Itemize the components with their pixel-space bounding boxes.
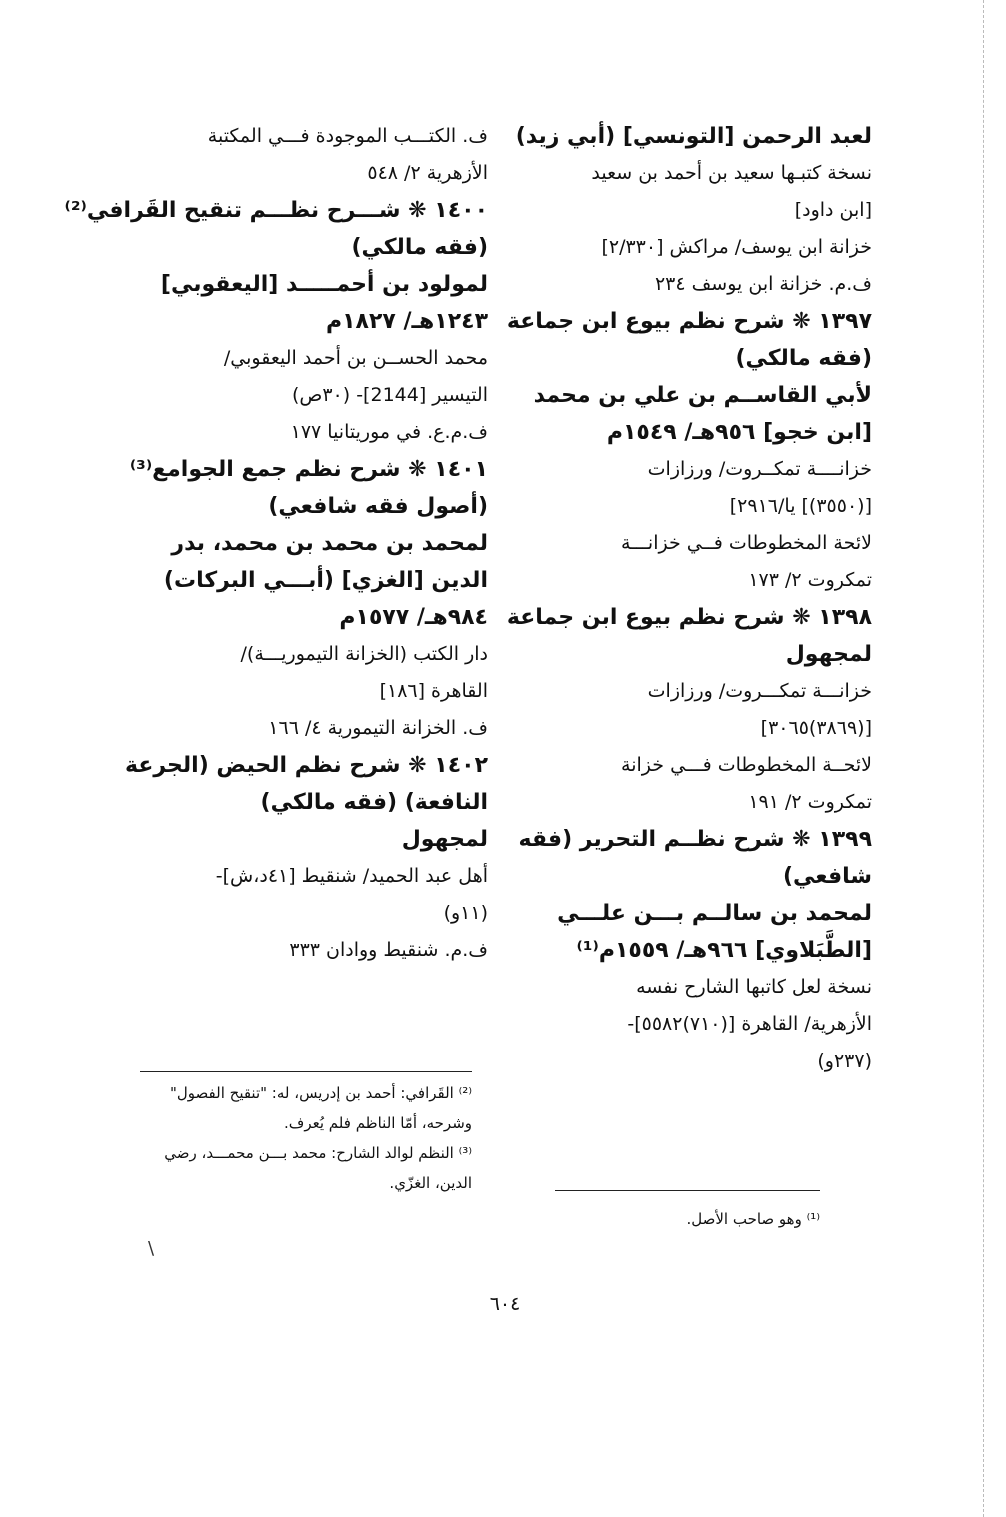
footnote-line: الدين، الغزّي.	[389, 1174, 472, 1192]
text-line: ٩٨٤هـ/ ١٥٧٧م	[339, 605, 488, 630]
text-line: لمحمد بن محمد بن محمد، بدر	[171, 531, 488, 556]
text-line: لأبي القاســم بن علي بن محمد	[533, 383, 872, 408]
text-line: ف.م. شنقيط ووادان ٣٣٣	[289, 939, 488, 961]
text-line: ١٢٤٣هـ/ ١٨٢٧م	[325, 309, 488, 334]
text-line: خزانة ابن يوسف/ مراكش [٢/٣٣٠]	[601, 236, 872, 258]
text-line: لائحة المخطوطات فــي خزانـــة	[621, 532, 872, 554]
text-line: الأزهرية ٢/ ٥٤٨	[367, 162, 488, 184]
text-line: [الطَّبَلاوي] ٩٦٦هـ/ ١٥٥٩م⁽¹⁾	[576, 938, 872, 963]
footnotes-right	[555, 1204, 820, 1234]
footnotes-left	[140, 1078, 472, 1198]
text-line: (أصول فقه شافعي)	[268, 494, 488, 519]
text-line: لمجهول	[785, 642, 872, 667]
entry-heading: ١٤٠٠ ❋ شـــرح نظـــم تنقيح القَرافي⁽²⁾	[64, 198, 488, 223]
entry-heading: ١٣٩٨ ❋ شرح نظم بيوع ابن جماعة	[506, 605, 872, 630]
text-line: الأزهرية/ القاهرة [(٧١٠)٥٥٨٢]-	[627, 1013, 872, 1035]
page-number: ٦٠٤	[489, 1293, 521, 1315]
entry-heading: ١٣٩٧ ❋ شرح نظم بيوع ابن جماعة	[506, 309, 872, 334]
text-line: لمحمد بن سالــم بـــن علـــي	[557, 901, 872, 926]
text-line: خزانـــة تمكـــروت/ ورزازات	[647, 680, 872, 702]
text-line: خزانــــة تمكــروت/ ورزازات	[647, 458, 872, 480]
text-line: [(٣٨٦٩)٣٠٦٥]	[760, 717, 872, 739]
text-line: تمكروت ٢/ ١٩١	[748, 791, 872, 813]
text-line: النافعة) (فقه مالكي)	[260, 790, 488, 815]
text-line: لمولود بن أحمـــــد [اليعقوبي]	[160, 272, 488, 297]
text-line: (فقه مالكي)	[351, 235, 488, 260]
text-line: [ابن خجو] ٩٥٦هـ/ ١٥٤٩م	[606, 420, 872, 445]
entry-heading: ١٤٠١ ❋ شرح نظم جمع الجوامع⁽³⁾	[129, 457, 488, 482]
text-line: (٢٣٧و)	[817, 1050, 872, 1072]
text-line: نسخة لعل كاتبها الشارح نفسه	[636, 976, 872, 998]
text-line: [(٣٥٥٠)] يا/٢٩١٦]	[729, 495, 872, 517]
text-line: لائحــة المخطوطات فـــي خزانة	[621, 754, 872, 776]
text-line: [ابن داود]	[794, 199, 872, 221]
footnote-line: ⁽³⁾ النظم لوالد الشارح: محمد بـــن محمـــد، رضي	[164, 1144, 472, 1162]
entry-heading: ١٣٩٩ ❋ شرح نظــم التحرير (فقه	[518, 827, 872, 852]
text-line: التيسير [2144]- (٣٠ص)	[291, 384, 488, 406]
text-line: الدين [الغزي] (أبـــي البركات)	[163, 568, 488, 593]
left-column	[64, 118, 488, 969]
text-line: (فقه مالكي)	[735, 346, 872, 371]
text-line: تمكروت ٢/ ١٧٣	[748, 569, 872, 591]
text-line: شافعي)	[782, 864, 872, 889]
text-line: (١١و)	[443, 902, 488, 924]
stray-mark: \	[148, 1238, 155, 1259]
text-line: نسخة كتبـها سعيد بن أحمد بن سعيد	[591, 162, 872, 184]
text-line: لعبد الرحمن [التونسي] (أبي زيد)	[515, 124, 872, 149]
text-line: ف.م.ع. في موريتانيا ١٧٧	[290, 421, 488, 443]
text-line: القاهرة [١٨٦]	[379, 680, 488, 702]
text-line: أهل عبد الحميد/ شنقيط [٤١د،ش]-	[215, 865, 488, 887]
text-line: دار الكتب (الخزانة التيموريـــة)/	[240, 643, 488, 665]
text-line: ف. الخزانة التيمورية ٤/ ١٦٦	[268, 717, 488, 739]
footnote-line: ⁽²⁾ القَرافي: أحمد بن إدريس، له: "تنقيح الفصول"	[169, 1084, 472, 1102]
text-line: ف.م. خزانة ابن يوسف ٢٣٤	[654, 273, 872, 295]
footnote-rule-right	[555, 1190, 820, 1191]
page-edge	[983, 0, 985, 1517]
text-line: ف. الكتـــب الموجودة فـــي المكتبة	[207, 125, 488, 147]
text-line: محمد الحســن بن أحمد اليعقوبي/	[223, 347, 488, 369]
text-line: لمجهول	[401, 827, 488, 852]
entry-heading: ١٤٠٢ ❋ شرح نظم الحيض (الجرعة	[125, 753, 488, 778]
right-column	[506, 118, 872, 1080]
footnote-line: ⁽¹⁾ وهو صاحب الأصل.	[686, 1210, 820, 1228]
footnote-line: وشرحه، أمّا الناظم فلم يُعرف.	[284, 1114, 472, 1132]
footnote-rule-left	[140, 1071, 472, 1072]
